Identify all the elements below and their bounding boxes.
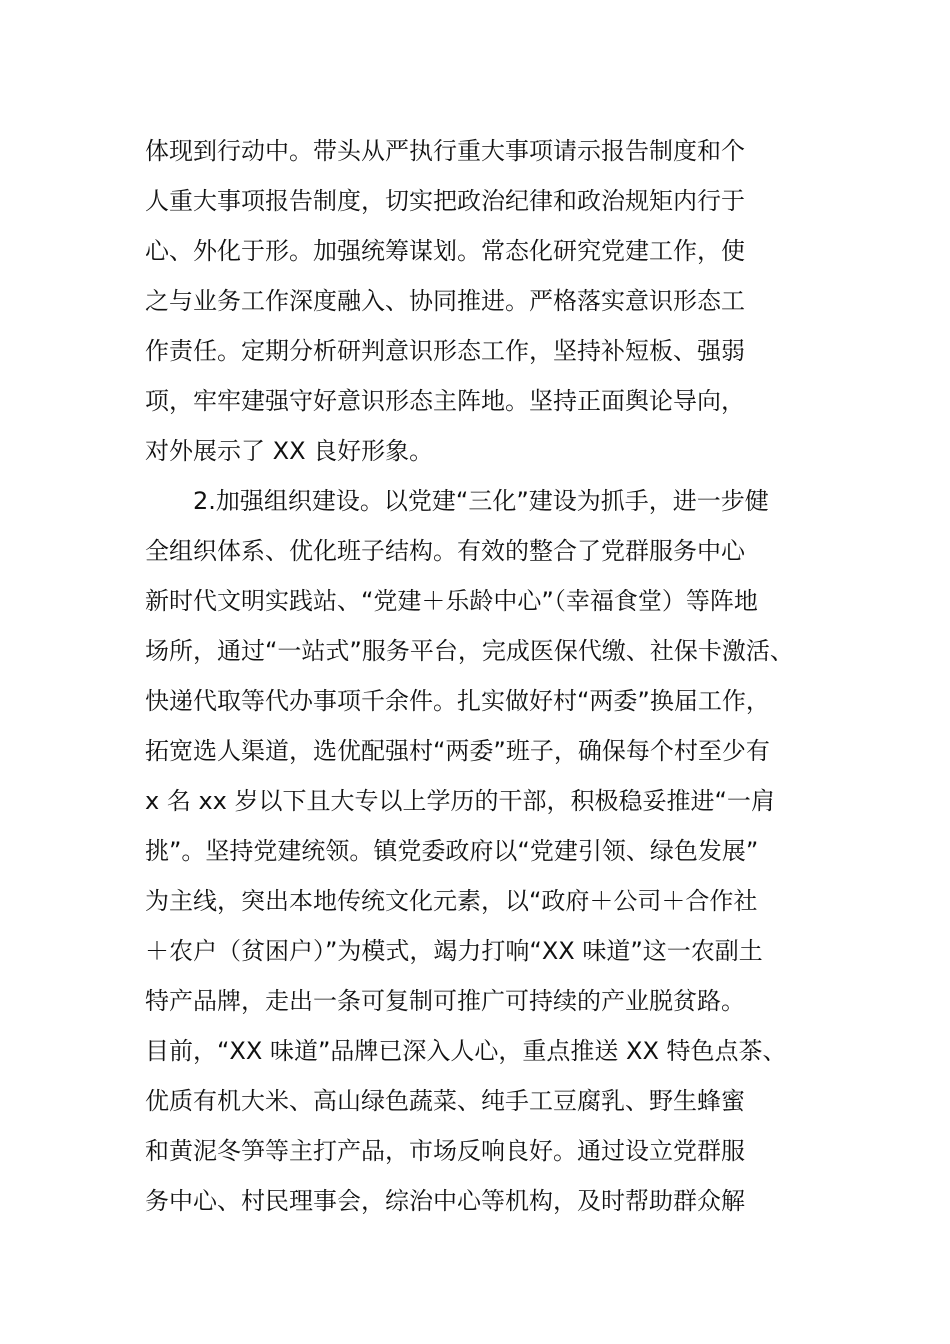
text-line: 新时代文明实践站、“党建＋乐龄中心”（幸福食堂）等阵地	[145, 587, 758, 615]
text-line: 对外展示了 XX 良好形象。	[145, 437, 434, 465]
text-line: 务中心、村民理事会，综治中心等机构，及时帮助群众解	[145, 1187, 745, 1215]
text-line: ＋农户（贫困户）”为模式，竭力打响“XX 味道”这一农副土	[145, 937, 763, 965]
text-line: 体现到行动中。带头从严执行重大事项请示报告制度和个	[145, 137, 745, 165]
text-line: 快递代取等代办事项千余件。扎实做好村“两委”换届工作，	[145, 687, 770, 715]
text-line: 特产品牌，走出一条可复制可推广可持续的产业脱贫路。	[145, 987, 745, 1015]
text-line: 全组织体系、优化班子结构。有效的整合了党群服务中心	[145, 537, 745, 565]
text-line: 作责任。定期分析研判意识形态工作，坚持补短板、强弱	[145, 337, 745, 365]
text-line: 和黄泥冬笋等主打产品，市场反响良好。通过设立党群服	[145, 1137, 745, 1165]
text-line: 优质有机大米、高山绿色蔬菜、纯手工豆腐乳、野生蜂蜜	[145, 1087, 745, 1115]
text-line: x 名 xx 岁以下且大专以上学历的干部，积极稳妥推进“一肩	[145, 787, 775, 815]
text-line: 人重大事项报告制度，切实把政治纪律和政治规矩内行于	[145, 187, 745, 215]
body-text	[145, 126, 845, 1226]
text-line: 场所，通过“一站式”服务平台，完成医保代缴、社保卡激活、	[145, 637, 794, 665]
text-line: 为主线，突出本地传统文化元素，以“政府＋公司＋合作社	[145, 887, 758, 915]
text-line: 挑”。坚持党建统领。镇党委政府以“党建引领、绿色发展”	[145, 837, 759, 865]
text-line: 项，牢牢建强守好意识形态主阵地。坚持正面舆论导向，	[145, 387, 745, 415]
paragraph-start-line: 2.加强组织建设。以党建“三化”建设为抓手，进一步健	[193, 487, 769, 515]
text-line: 之与业务工作深度融入、协同推进。严格落实意识形态工	[145, 287, 745, 315]
text-line: 心、外化于形。加强统筹谋划。常态化研究党建工作，使	[145, 237, 745, 265]
text-line: 拓宽选人渠道，选优配强村“两委”班子，确保每个村至少有	[145, 737, 770, 765]
text-line: 目前，“XX 味道”品牌已深入人心，重点推送 XX 特色点茶、	[145, 1037, 787, 1065]
